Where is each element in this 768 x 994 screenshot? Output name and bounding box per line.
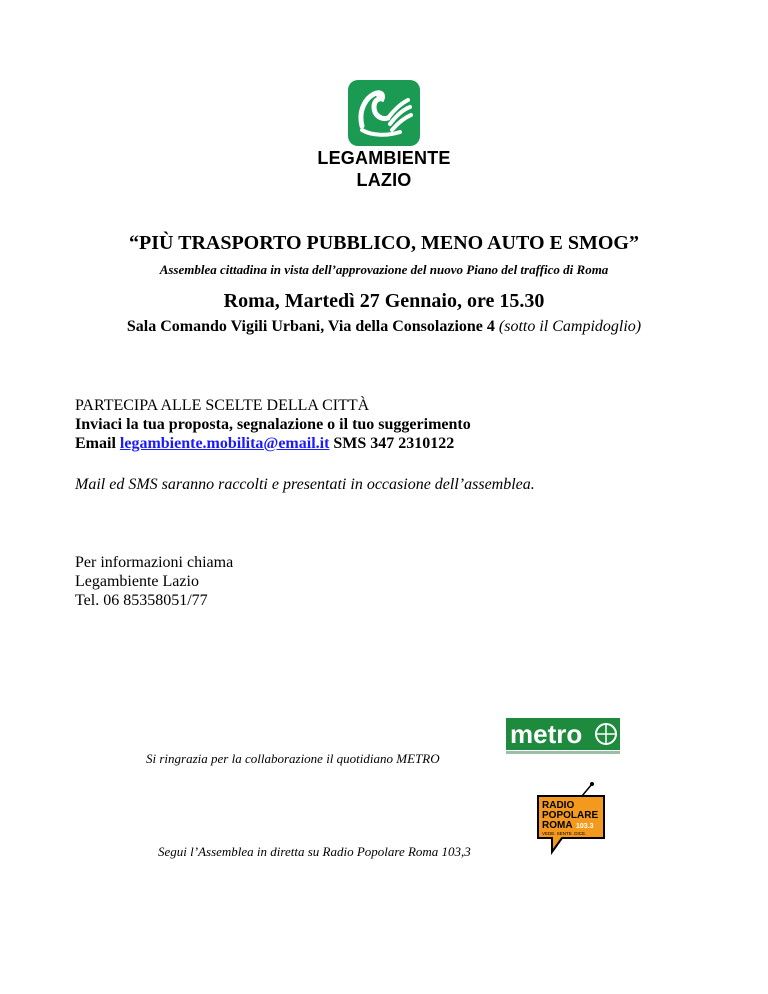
info-phone: Tel. 06 85358051/77 [75, 592, 208, 609]
radio-line-1: RADIO [542, 800, 575, 811]
swan-logo-icon [348, 80, 420, 146]
event-venue [0, 318, 768, 336]
radio-line-2: POPOLARE [542, 810, 599, 821]
info-line-1: Per informazioni chiama [75, 554, 234, 571]
radio-popolare-logo-icon [532, 782, 610, 856]
participate-section [75, 396, 471, 453]
radio-line-3: ROMA [542, 820, 573, 831]
event-date: Roma, Martedì 27 Gennaio, ore 15.30 [223, 290, 545, 312]
participate-line: Inviaci la tua proposta, segnalazione o il tuo suggerimento [75, 416, 471, 433]
participate-heading: PARTECIPA ALLE SCELTE DELLA CITTÀ [75, 397, 370, 414]
info-section [75, 553, 233, 610]
sms-number: SMS 347 2310122 [333, 435, 455, 452]
radio-tagline: VEDE. SENTE. DICE. [542, 831, 587, 836]
page-subtitle: Assemblea cittadina in vista dell’approvazione del nuovo Piano del traffico di Roma [159, 262, 609, 277]
page-title: “PIÙ TRASPORTO PUBBLICO, MENO AUTO E SMOG” [129, 232, 639, 254]
collection-note: Mail ed SMS saranno raccolti e presentati in occasione dell’assemblea. [75, 476, 535, 493]
metro-logo-icon [506, 718, 620, 756]
venue-note: (sotto il Campidoglio) [498, 318, 642, 335]
contact-line [75, 434, 471, 453]
thanks-text: Si ringrazia per la collaborazione il quotidiano METRO [146, 751, 440, 766]
metro-wordmark: metro [510, 719, 583, 749]
email-label: Email [75, 435, 116, 452]
logo-region: LAZIO [356, 170, 412, 190]
follow-text: Segui l’Assemblea in diretta su Radio Popolare Roma 103,3 [158, 844, 471, 859]
venue-address: Sala Comando Vigili Urbani, Via della Consolazione 4 [126, 318, 495, 335]
info-line-2: Legambiente Lazio [75, 573, 199, 590]
radio-frequency: 103.3 [576, 823, 594, 830]
email-link[interactable]: legambiente.mobilita@email.it [119, 435, 330, 452]
logo-name: LEGAMBIENTE [317, 148, 451, 168]
